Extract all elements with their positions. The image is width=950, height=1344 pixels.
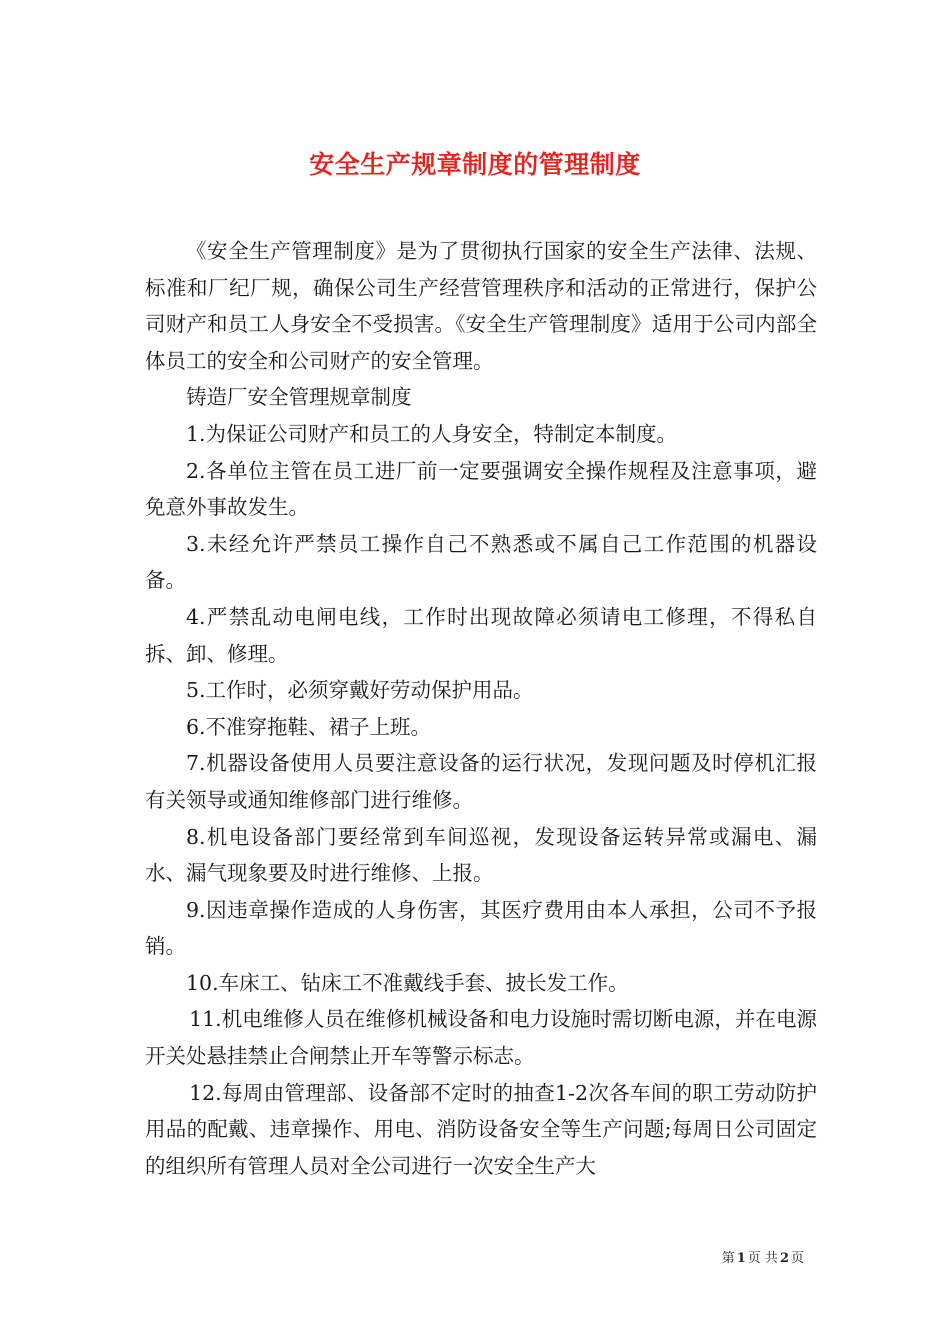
total-pages-number: 2	[779, 1251, 789, 1266]
rule-item-11: 11.机电维修人员在维修机械设备和电力设施时需切断电源，并在电源开关处悬挂禁止合闸禁止开车等警示标志。	[145, 1007, 817, 1069]
section-heading: 铸造厂安全管理规章制度	[186, 385, 412, 410]
document-title: 安全生产规章制度的管理制度	[309, 149, 641, 179]
rule-item-6: 6.不准穿拖鞋、裙子上班。	[186, 714, 432, 739]
document-body	[145, 233, 817, 1184]
footer-suffix: 页	[790, 1251, 804, 1266]
intro-paragraph: 《安全生产管理制度》是为了贯彻执行国家的安全生产法律、法规、标准和厂纪厂规，确保公司生产经营管理秩序和活动的正常进行，保护公司财产和员工人身安全不受损害。《安全生产管理制度》适用于公司内部全体员工的安全和公司财产的安全管理。	[145, 239, 817, 373]
rule-item-12: 12.每周由管理部、设备部不定时的抽查1-2次各车间的职工劳动防护用品的配戴、违章操作、用电、消防设备安全等生产问题;每周日公司固定的组织所有管理人员对全公司进行一次安全生产大	[145, 1080, 817, 1178]
rule-item-4: 4.严禁乱动电闸电线，工作时出现故障必须请电工修理，不得私自拆、卸、修理。	[145, 604, 817, 666]
rule-item-7: 7.机器设备使用人员要注意设备的运行状况，发现问题及时停机汇报有关领导或通知维修部门进行维修。	[145, 751, 817, 812]
rule-item-8: 8.机电设备部门要经常到车间巡视，发现设备运转异常或漏电、漏水、漏气现象要及时进行维修、上报。	[145, 824, 817, 886]
rule-item-9: 9.因违章操作造成的人身伤害，其医疗费用由本人承担，公司不予报销。	[145, 897, 817, 959]
current-page-number: 1	[736, 1251, 746, 1266]
footer-prefix: 第	[721, 1251, 735, 1266]
page-footer	[722, 1247, 804, 1266]
rule-item-2: 2.各单位主管在员工进厂前一定要强调安全操作规程及注意事项，避免意外事故发生。	[145, 458, 817, 520]
rule-item-10: 10.车床工、钻床工不准戴线手套、披长发工作。	[186, 970, 629, 995]
rule-item-1: 1.为保证公司财产和员工的人身安全，特制定本制度。	[186, 421, 678, 446]
rule-item-5: 5.工作时，必须穿戴好劳动保护用品。	[186, 678, 534, 703]
footer-middle: 页 共	[747, 1251, 778, 1266]
rule-item-3: 3.未经允许严禁员工操作自己不熟悉或不属自己工作范围的机器设备。	[145, 531, 817, 593]
